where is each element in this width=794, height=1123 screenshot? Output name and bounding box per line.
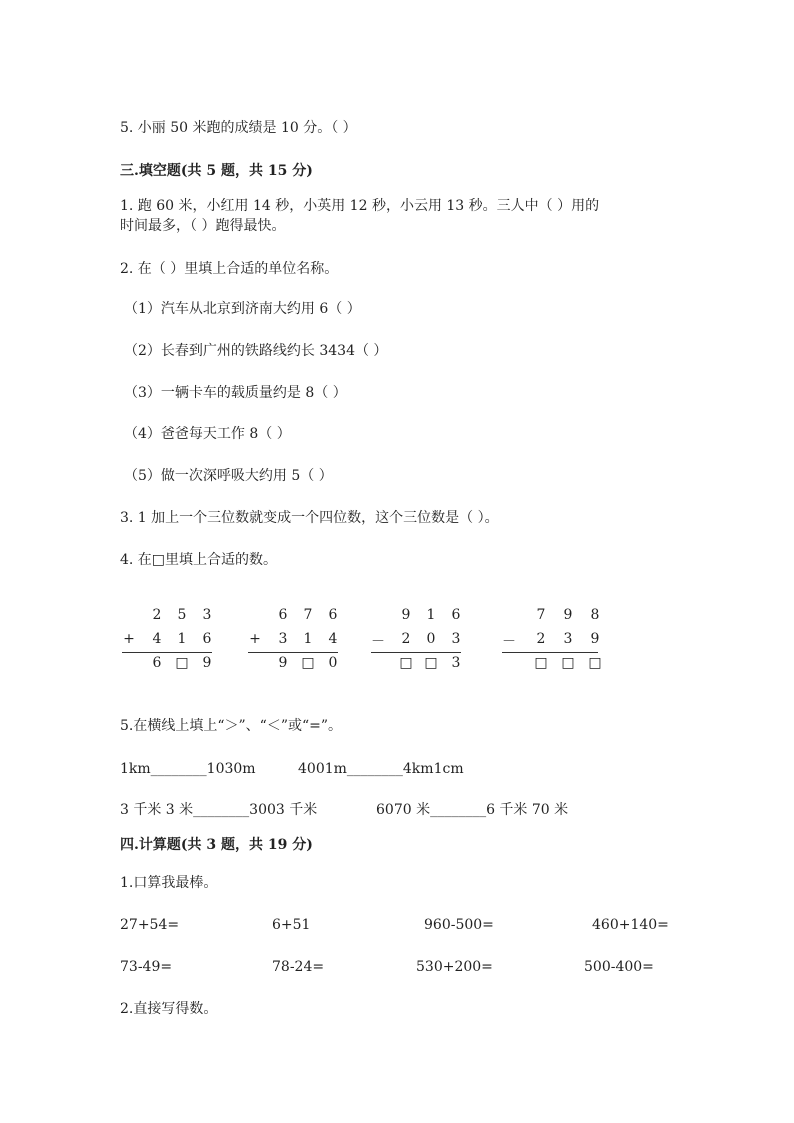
digit: 0: [426, 631, 436, 647]
mental-calc: 27+54=: [120, 917, 180, 933]
digit: 9: [278, 655, 288, 671]
mental-calc: 460+140=: [592, 917, 669, 933]
operator: －: [502, 634, 516, 650]
fill-q2-item: （3）一辆卡车的载质量约是 8（ ）: [124, 385, 347, 401]
answer-box: □: [301, 655, 315, 671]
fill-q2-item: （5）做一次深呼吸大约用 5（ ）: [124, 468, 333, 484]
fill-q2-item: （2）长春到广州的铁路线约长 3434（ ）: [124, 343, 388, 359]
digit: 9: [401, 607, 411, 623]
fill-q1-line1: 1. 跑 60 米，小红用 14 秒，小英用 12 秒，小云用 13 秒。三人中（ ）用的: [120, 198, 600, 214]
digit: 9: [202, 655, 212, 671]
fill-q3: 3. 1 加上一个三位数就变成一个四位数，这个三位数是（ ）。: [120, 510, 499, 526]
digit: 3: [451, 655, 461, 671]
digit: 1: [177, 631, 187, 647]
answer-box: □: [561, 655, 575, 671]
calc-q1: 1.口算我最棒。: [120, 875, 218, 891]
calc-q2: 2.直接写得数。: [120, 1001, 218, 1017]
digit: 3: [278, 631, 288, 647]
digit: 3: [563, 631, 573, 647]
operator: +: [123, 631, 135, 647]
mental-calc: 73-49=: [120, 959, 173, 975]
digit: 5: [177, 607, 187, 623]
digit: 9: [590, 631, 600, 647]
digit: 3: [202, 607, 212, 623]
digit: 6: [278, 607, 288, 623]
digit: 2: [536, 631, 546, 647]
vertical-calc-2: [248, 605, 358, 677]
vertical-calc-4: [502, 605, 612, 677]
mental-calc: 530+200=: [416, 959, 493, 975]
digit: 9: [563, 607, 573, 623]
digit: 7: [536, 607, 546, 623]
digit: 4: [152, 631, 162, 647]
operator: －: [371, 634, 385, 650]
vertical-calc-3: [371, 605, 481, 677]
fill-q4: 4. 在□里填上合适的数。: [120, 552, 278, 568]
digit: 6: [202, 631, 212, 647]
digit: 7: [303, 607, 313, 623]
fill-q2-item: （1）汽车从北京到济南大约用 6（ ）: [124, 301, 361, 317]
answer-box: □: [399, 655, 413, 671]
answer-box: □: [424, 655, 438, 671]
digit: 0: [328, 655, 338, 671]
vertical-calc-1: [122, 605, 232, 677]
section-4-title: 四.计算题(共 3 题，共 19 分): [120, 837, 313, 853]
mental-calc: 500-400=: [584, 959, 654, 975]
digit: 2: [401, 631, 411, 647]
question-5-true-false: 5. 小丽 50 米跑的成绩是 10 分。（ ）: [120, 120, 357, 136]
fill-q1-line2: 时间最多，（ ）跑得最快。: [120, 218, 286, 234]
digit: 4: [328, 631, 338, 647]
compare-item: 1km________1030m: [120, 761, 256, 777]
compare-item: 4001m________4km1cm: [298, 761, 464, 777]
digit: 2: [152, 607, 162, 623]
fill-q5: 5.在横线上填上“＞”、“＜”或“=”。: [120, 718, 343, 734]
fill-q2: 2. 在（ ）里填上合适的单位名称。: [120, 261, 339, 277]
compare-item: 3 千米 3 米________3003 千米: [120, 802, 318, 818]
mental-calc: 6+51: [272, 917, 311, 933]
section-3-title: 三.填空题(共 5 题，共 15 分): [120, 163, 313, 179]
digit: 6: [152, 655, 162, 671]
digit: 8: [590, 607, 600, 623]
mental-calc: 960-500=: [424, 917, 494, 933]
operator: +: [249, 631, 261, 647]
digit: 1: [303, 631, 313, 647]
answer-box: □: [175, 655, 189, 671]
digit: 6: [451, 607, 461, 623]
fill-q2-item: （4）爸爸每天工作 8（ ）: [124, 426, 291, 442]
digit: 1: [426, 607, 436, 623]
digit: 6: [328, 607, 338, 623]
answer-box: □: [534, 655, 548, 671]
compare-item: 6070 米________6 千米 70 米: [376, 802, 569, 818]
digit: 3: [451, 631, 461, 647]
mental-calc: 78-24=: [272, 959, 325, 975]
answer-box: □: [588, 655, 602, 671]
